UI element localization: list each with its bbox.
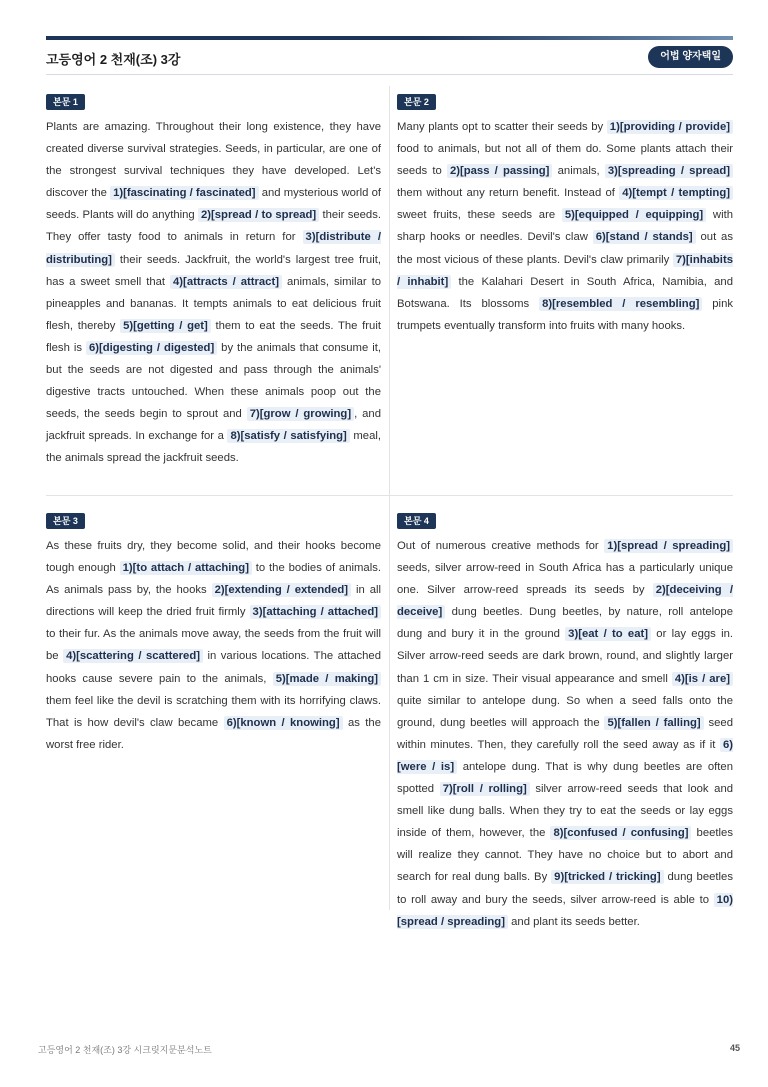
grammar-choice-blank: 10)[spread / spreading] bbox=[397, 893, 733, 928]
page-number: 45 bbox=[729, 1043, 740, 1053]
passage-text: by the animals that consume it, but the seeds are not digested and pass through the animals' digestive tracts untouched. When these animals poop out the seeds, the seeds begin to sprout and bbox=[46, 341, 381, 421]
grammar-choice-blank: 3)[attaching / attached] bbox=[250, 605, 381, 619]
passage-text: animals, bbox=[552, 165, 605, 178]
grammar-choice-blank: 7)[inhabits / inhabit] bbox=[397, 253, 733, 288]
passage-body bbox=[46, 535, 381, 756]
passage-text: Out of numerous creative methods for bbox=[397, 540, 605, 552]
grammar-choice-blank: 7)[grow / growing] bbox=[247, 407, 354, 421]
grammar-choice-blank: 5)[equipped / equipping] bbox=[562, 208, 706, 222]
passage-text: animals, similar to pineapples and bananas. It tempts animals to eat delicious fruit flesh, thereby bbox=[46, 275, 381, 332]
passage-1 bbox=[46, 92, 381, 470]
passage-text: quite similar to antelope dung. So when a seed falls onto the ground, dung beetles will approach the bbox=[397, 694, 733, 729]
column-divider bbox=[389, 86, 390, 910]
grammar-choice-blank: 4)[scattering / scattered] bbox=[63, 649, 203, 663]
grammar-choice-blank: 3)[distribute / distributing] bbox=[46, 231, 381, 266]
passage-text: sweet fruits, these seeds are bbox=[397, 209, 562, 222]
grammar-choice-blank: 8)[resembled / resembling] bbox=[539, 297, 702, 311]
grammar-choice-blank: 8)[satisfy / satisfying] bbox=[227, 429, 349, 443]
grammar-choice-blank: 7)[roll / rolling] bbox=[440, 782, 530, 796]
passage-text: as the worst free rider. bbox=[46, 716, 381, 751]
grammar-choice-blank: 5)[fallen / falling] bbox=[604, 716, 703, 730]
grammar-choice-blank: 3)[eat / to eat] bbox=[565, 627, 651, 641]
grammar-choice-blank: 6)[were / is] bbox=[397, 738, 733, 773]
page-header bbox=[46, 46, 733, 74]
passage-text: with sharp hooks or needles. Devil's claw bbox=[397, 209, 733, 244]
top-accent-bar bbox=[46, 36, 733, 40]
passage-text: them without any return benefit. Instead of bbox=[397, 187, 620, 200]
passage-text: them feel like the devil is scratching them with its horrifying claws. That is how devil's claw became bbox=[46, 694, 381, 729]
grammar-choice-blank: 5)[getting / get] bbox=[120, 319, 211, 333]
passage-4 bbox=[397, 511, 733, 933]
passage-text: or lay eggs in. Silver arrow-reed seeds are dark brown, round, and slightly larger than 1 cm in size. Their visual appearance and smell bbox=[397, 628, 734, 685]
grammar-choice-blank: 2)[extending / extended] bbox=[212, 583, 352, 597]
passage-text: beetles will realize they cannot. They have no choice but to abort and search for real dung balls. By bbox=[397, 827, 733, 884]
passage-text: Plants are amazing. Throughout their long existence, they have created diverse survival strategies. Seeds, in particular, are one of the strongest survival techniques they have developed. Let's discover the bbox=[46, 121, 381, 200]
page-title: 고등영어 2 천재(조) 3강 bbox=[46, 52, 181, 67]
grammar-choice-blank: 6)[known / knowing] bbox=[224, 716, 343, 730]
passage-2 bbox=[397, 92, 733, 337]
passage-text: and mysterious world of seeds. Plants will do anything bbox=[46, 187, 381, 222]
passage-text: to the bodies of animals. As animals pass by, the hooks bbox=[46, 562, 381, 597]
passage-text: silver arrow-reed seeds that look and smell like dung balls. When they try to eat the seeds or lay eggs inside of them, however, the bbox=[397, 783, 734, 840]
grammar-choice-blank: 1)[to attach / attaching] bbox=[120, 561, 252, 575]
category-badge: 어법 양자택일 bbox=[648, 46, 733, 68]
grammar-choice-blank: 6)[stand / stands] bbox=[593, 230, 696, 244]
grammar-choice-blank: 1)[spread / spreading] bbox=[604, 539, 733, 553]
passage-text: dung beetles to roll away and bury the seeds, silver arrow-reed is able to bbox=[397, 871, 733, 906]
passage-text: out as the most vicious of these plants. Devil's claw primarily bbox=[397, 231, 733, 266]
passage-text: their seeds. Jackfruit, the world's largest tree fruit, has a sweet smell that bbox=[46, 253, 381, 288]
grammar-choice-blank: 2)[spread / to spread] bbox=[198, 208, 319, 222]
passage-text: seeds, silver arrow-reed in South Africa has a particularly unique one. Silver arrow-reed spreads its seeds by bbox=[397, 562, 733, 597]
passage-text: , and jackfruit spreads. In exchange for a bbox=[46, 408, 381, 443]
passage-text: As these fruits dry, they become solid, and their hooks become tough enough bbox=[46, 540, 381, 575]
passage-text: antelope dung. That is why dung beetles are often spotted bbox=[397, 760, 733, 796]
passage-body bbox=[46, 116, 381, 470]
grammar-choice-blank: 6)[digesting / digested] bbox=[86, 341, 217, 355]
passage-3 bbox=[46, 511, 381, 756]
row-divider bbox=[46, 495, 733, 496]
footer-text: 고등영어 2 천재(조) 3강 시크릿지문분석노트 bbox=[38, 1045, 212, 1055]
passage-text: pink trumpets eventually transform into fruits with many hooks. bbox=[397, 297, 733, 332]
grammar-choice-blank: 1)[fascinating / fascinated] bbox=[110, 186, 259, 200]
grammar-choice-blank: 9)[tricked / tricking] bbox=[551, 870, 663, 884]
grammar-choice-blank: 8)[confused / confusing] bbox=[550, 826, 691, 840]
passage-text: Many plants opt to scatter their seeds by bbox=[397, 121, 607, 133]
passage-tag: 본문 3 bbox=[46, 513, 85, 529]
header-divider bbox=[46, 74, 733, 75]
passage-text: the Kalahari Desert in South Africa, Namibia, and Botswana. Its blossoms bbox=[397, 275, 733, 310]
grammar-choice-blank: 2)[deceiving / deceive] bbox=[397, 584, 733, 619]
passage-body bbox=[397, 535, 733, 933]
passage-text: dung beetles. Dung beetles, by nature, roll antelope dung and bury it in the ground bbox=[397, 606, 733, 641]
passage-text: their seeds. They offer tasty food to animals in return for bbox=[46, 209, 381, 244]
passage-tag: 본문 4 bbox=[397, 513, 436, 529]
passage-text: food to animals, but not all of them do. Some plants attach their seeds to bbox=[397, 143, 733, 178]
passage-tag: 본문 1 bbox=[46, 94, 85, 110]
grammar-choice-blank: 1)[providing / provide] bbox=[607, 120, 733, 134]
passage-text: meal, the animals spread the jackfruit seeds. bbox=[46, 430, 382, 465]
passage-text: in various locations. The attached hooks cause severe pain to the animals, bbox=[46, 650, 381, 685]
passage-body bbox=[397, 116, 733, 337]
grammar-choice-blank: 4)[is / are] bbox=[672, 672, 733, 686]
passage-text: in all directions will keep the dried fruit firmly bbox=[46, 584, 382, 619]
grammar-choice-blank: 4)[tempt / tempting] bbox=[619, 186, 733, 200]
passage-text: them to eat the seeds. The fruit flesh is bbox=[46, 319, 381, 354]
passage-tag: 본문 2 bbox=[397, 94, 436, 110]
passage-text: and plant its seeds better. bbox=[507, 915, 640, 928]
passage-text: seed within minutes. Then, they carefully roll the seed away as if it bbox=[397, 716, 733, 751]
grammar-choice-blank: 4)[attracts / attract] bbox=[170, 275, 282, 289]
grammar-choice-blank: 2)[pass / passing] bbox=[447, 164, 553, 178]
grammar-choice-blank: 5)[made / making] bbox=[273, 672, 381, 686]
grammar-choice-blank: 3)[spreading / spread] bbox=[605, 164, 733, 178]
passage-text: to their fur. As the animals move away, the seeds from the fruit will be bbox=[46, 628, 381, 663]
